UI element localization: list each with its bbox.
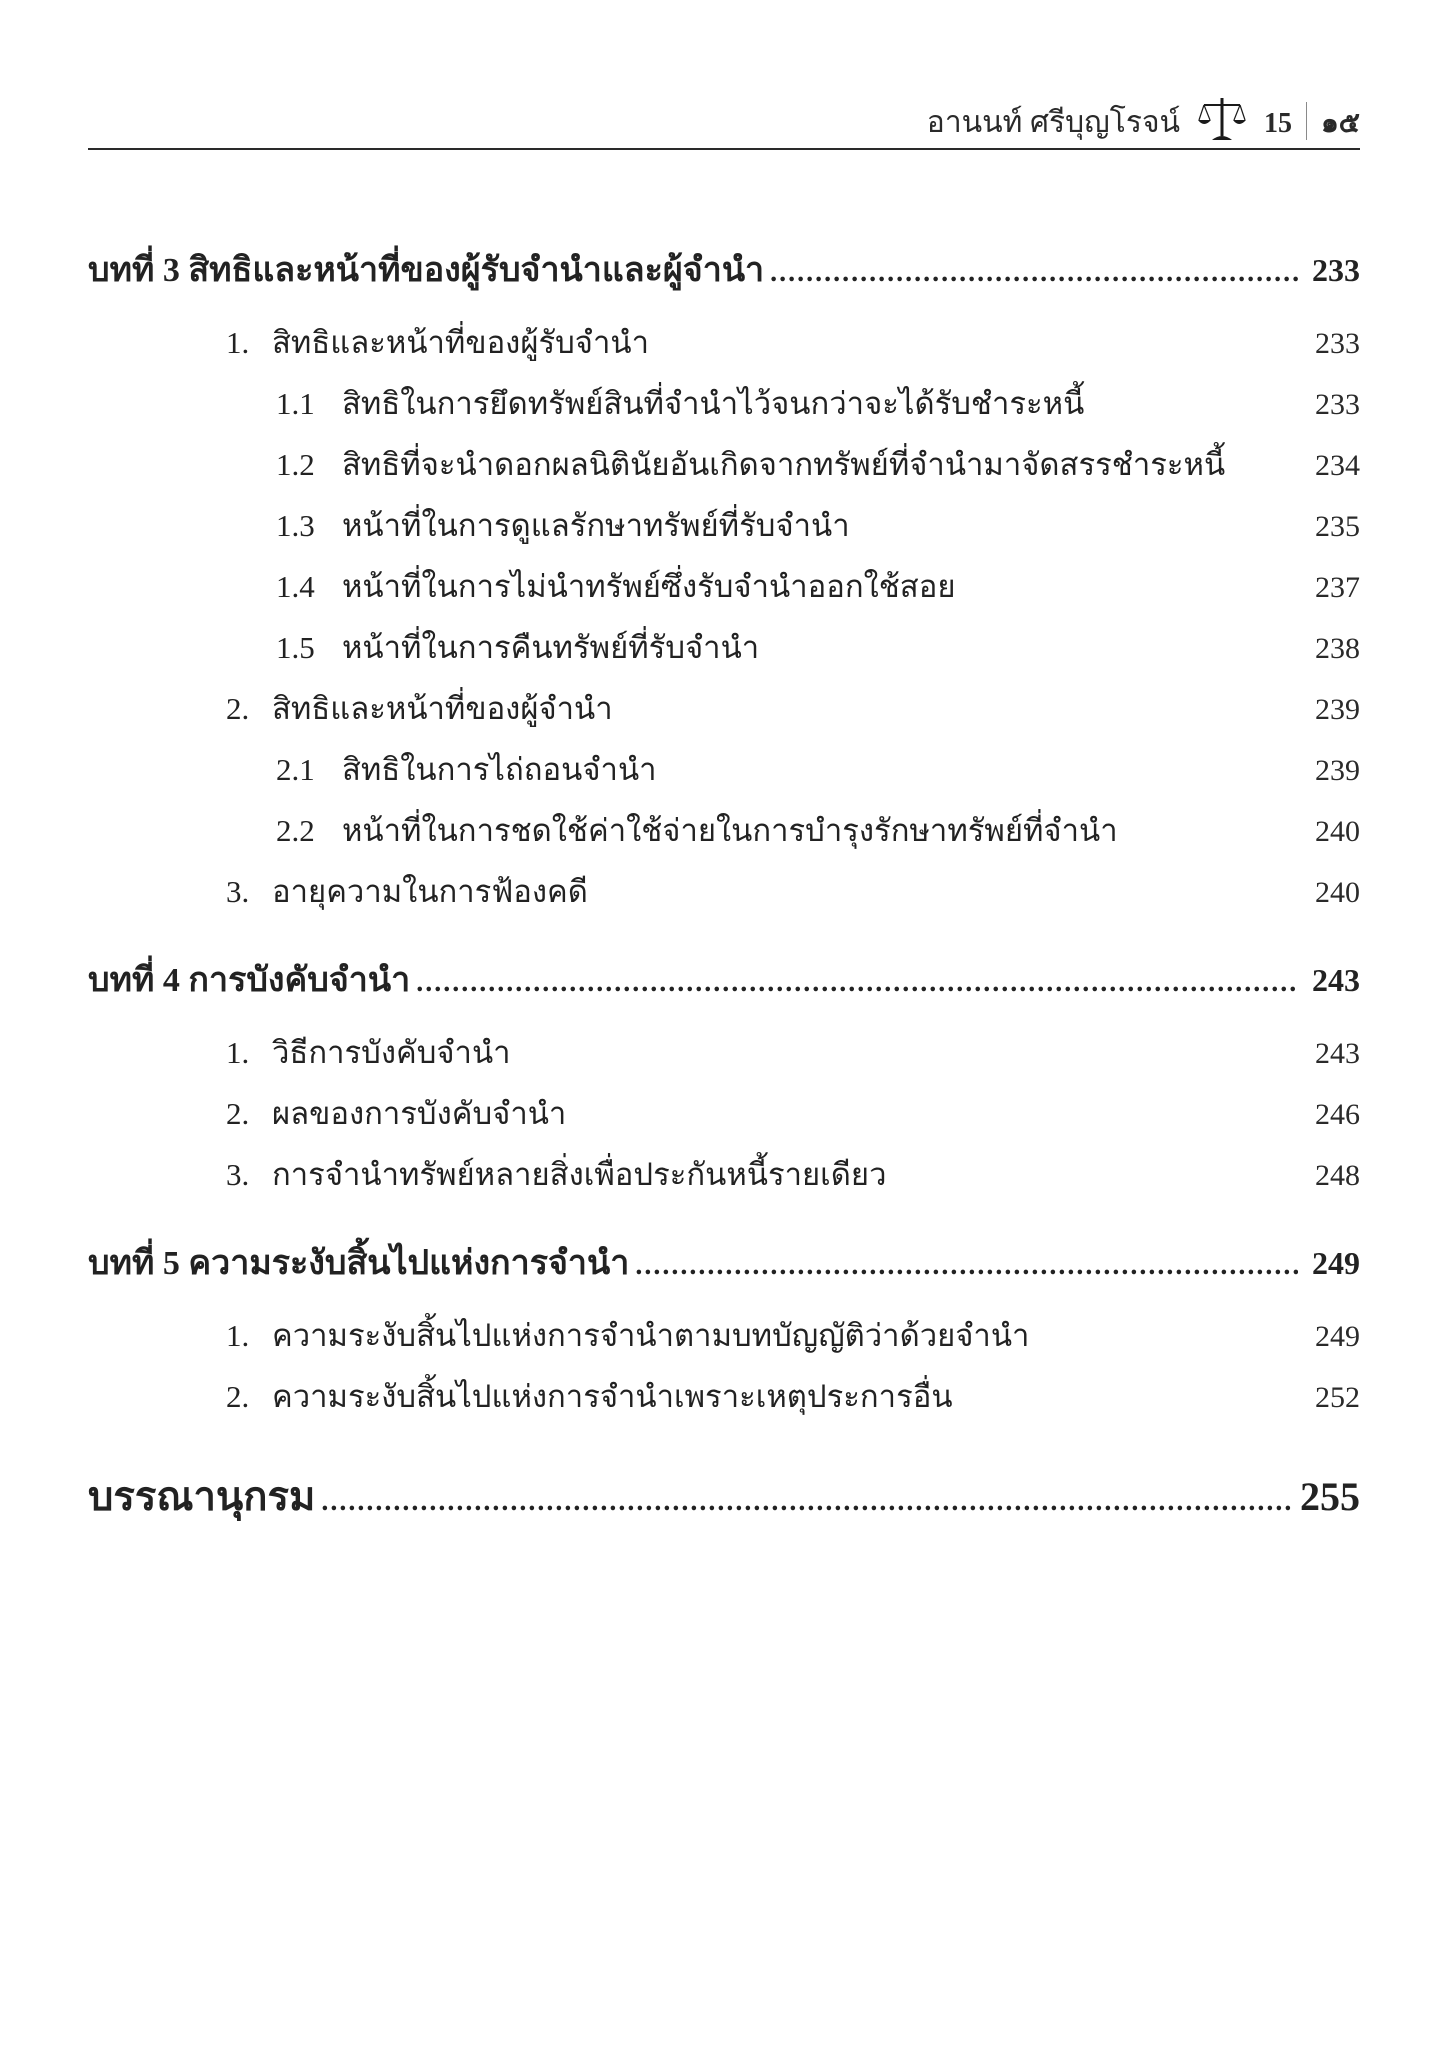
section-number: 2.	[226, 1096, 250, 1131]
scales-of-justice-icon	[1198, 96, 1246, 142]
subsection-title: สิทธิในการไถ่ถอนจำนำ	[342, 752, 657, 787]
toc-chapter-4[interactable]	[88, 950, 1360, 1010]
bibliography-page: 255	[1300, 1474, 1360, 1519]
section-title: ความระงับสิ้นไปแห่งการจำนำตามบทบัญญัติว่าด้วยจำนำ	[272, 1318, 1030, 1353]
subsection-page: 234	[1315, 449, 1360, 482]
toc-section[interactable]	[88, 1366, 1360, 1427]
section-page: 246	[1315, 1098, 1360, 1131]
page-number: 15	[1264, 108, 1293, 139]
toc-subsection[interactable]	[88, 434, 1360, 495]
subsection-number: 2.2	[276, 813, 315, 848]
subsection-page: 233	[1315, 388, 1360, 421]
table-of-contents	[88, 240, 1360, 1527]
subsection-page: 237	[1315, 571, 1360, 604]
section-number: 2.	[226, 691, 250, 726]
toc-bibliography[interactable]	[88, 1467, 1360, 1527]
section-title: การจำนำทรัพย์หลายสิ่งเพื่อประกันหนี้รายเดียว	[272, 1157, 887, 1192]
subsection-page: 239	[1315, 754, 1360, 787]
toc-section[interactable]	[88, 678, 1360, 739]
chapter-page: 243	[1312, 962, 1360, 998]
section-page: 243	[1315, 1037, 1360, 1070]
section-page: 248	[1315, 1159, 1360, 1192]
header-divider	[1306, 102, 1307, 140]
toc-subsection[interactable]	[88, 617, 1360, 678]
section-title: วิธีการบังคับจำนำ	[272, 1035, 511, 1070]
section-number: 2.	[226, 1379, 250, 1414]
page-number-thai: ๑๕	[1321, 108, 1360, 139]
subsection-title: หน้าที่ในการดูแลรักษาทรัพย์ที่รับจำนำ	[342, 508, 850, 543]
subsection-title: หน้าที่ในการไม่นำทรัพย์ซึ่งรับจำนำออกใช้สอย	[342, 569, 956, 604]
section-page: 239	[1315, 693, 1360, 726]
subsection-number: 1.1	[276, 386, 315, 421]
subsection-page: 238	[1315, 632, 1360, 665]
dot-leader	[416, 953, 1298, 1013]
subsection-number: 1.5	[276, 630, 315, 665]
author-name: อานนท์ ศรีบุญโรจน์	[926, 106, 1181, 139]
subsection-title: สิทธิในการยึดทรัพย์สินที่จำนำไว้จนกว่าจะได้รับชำระหนี้	[342, 386, 1085, 421]
section-page: 249	[1315, 1320, 1360, 1353]
section-title: อายุความในการฟ้องคดี	[272, 874, 588, 909]
section-number: 1.	[226, 1035, 250, 1070]
chapter-page: 233	[1312, 252, 1360, 288]
toc-subsection[interactable]	[88, 495, 1360, 556]
toc-subsection[interactable]	[88, 556, 1360, 617]
section-number: 1.	[226, 325, 250, 360]
toc-subsection[interactable]	[88, 739, 1360, 800]
subsection-page: 235	[1315, 510, 1360, 543]
section-page: 240	[1315, 876, 1360, 909]
bibliography-title: บรรณานุกรม	[88, 1474, 316, 1519]
running-header	[88, 96, 1360, 150]
subsection-title: หน้าที่ในการชดใช้ค่าใช้จ่ายในการบำรุงรักษาทรัพย์ที่จำนำ	[342, 813, 1118, 848]
subsection-page: 240	[1315, 815, 1360, 848]
section-page: 252	[1315, 1381, 1360, 1414]
section-number: 3.	[226, 1157, 250, 1192]
toc-section[interactable]	[88, 1083, 1360, 1144]
section-title: สิทธิและหน้าที่ของผู้จำนำ	[272, 691, 613, 726]
toc-section[interactable]	[88, 1022, 1360, 1083]
dot-leader	[635, 1236, 1298, 1296]
dot-leader	[770, 243, 1298, 303]
chapter-page: 249	[1312, 1245, 1360, 1281]
toc-section[interactable]	[88, 1305, 1360, 1366]
chapter-title: บทที่ 3 สิทธิและหน้าที่ของผู้รับจำนำและผู้จำนำ	[88, 252, 765, 289]
toc-section[interactable]	[88, 312, 1360, 373]
section-number: 1.	[226, 1318, 250, 1353]
section-title: ความระงับสิ้นไปแห่งการจำนำเพราะเหตุประการอื่น	[272, 1379, 953, 1414]
section-page: 233	[1315, 327, 1360, 360]
subsection-title: หน้าที่ในการคืนทรัพย์ที่รับจำนำ	[342, 630, 760, 665]
chapter-title: บทที่ 4 การบังคับจำนำ	[88, 962, 411, 999]
subsection-number: 1.4	[276, 569, 315, 604]
toc-chapter-5[interactable]	[88, 1233, 1360, 1293]
subsection-number: 1.2	[276, 447, 315, 482]
subsection-title: สิทธิที่จะนำดอกผลนิตินัยอันเกิดจากทรัพย์ที่จำนำมาจัดสรรชำระหนี้	[342, 447, 1226, 482]
toc-chapter-3[interactable]	[88, 240, 1360, 300]
toc-subsection[interactable]	[88, 800, 1360, 861]
toc-section[interactable]	[88, 861, 1360, 922]
toc-subsection[interactable]	[88, 373, 1360, 434]
subsection-number: 1.3	[276, 508, 315, 543]
section-number: 3.	[226, 874, 250, 909]
dot-leader	[321, 1472, 1294, 1532]
chapter-title: บทที่ 5 ความระงับสิ้นไปแห่งการจำนำ	[88, 1245, 630, 1282]
subsection-number: 2.1	[276, 752, 315, 787]
section-title: ผลของการบังคับจำนำ	[272, 1096, 567, 1131]
section-title: สิทธิและหน้าที่ของผู้รับจำนำ	[272, 325, 649, 360]
toc-section[interactable]	[88, 1144, 1360, 1205]
